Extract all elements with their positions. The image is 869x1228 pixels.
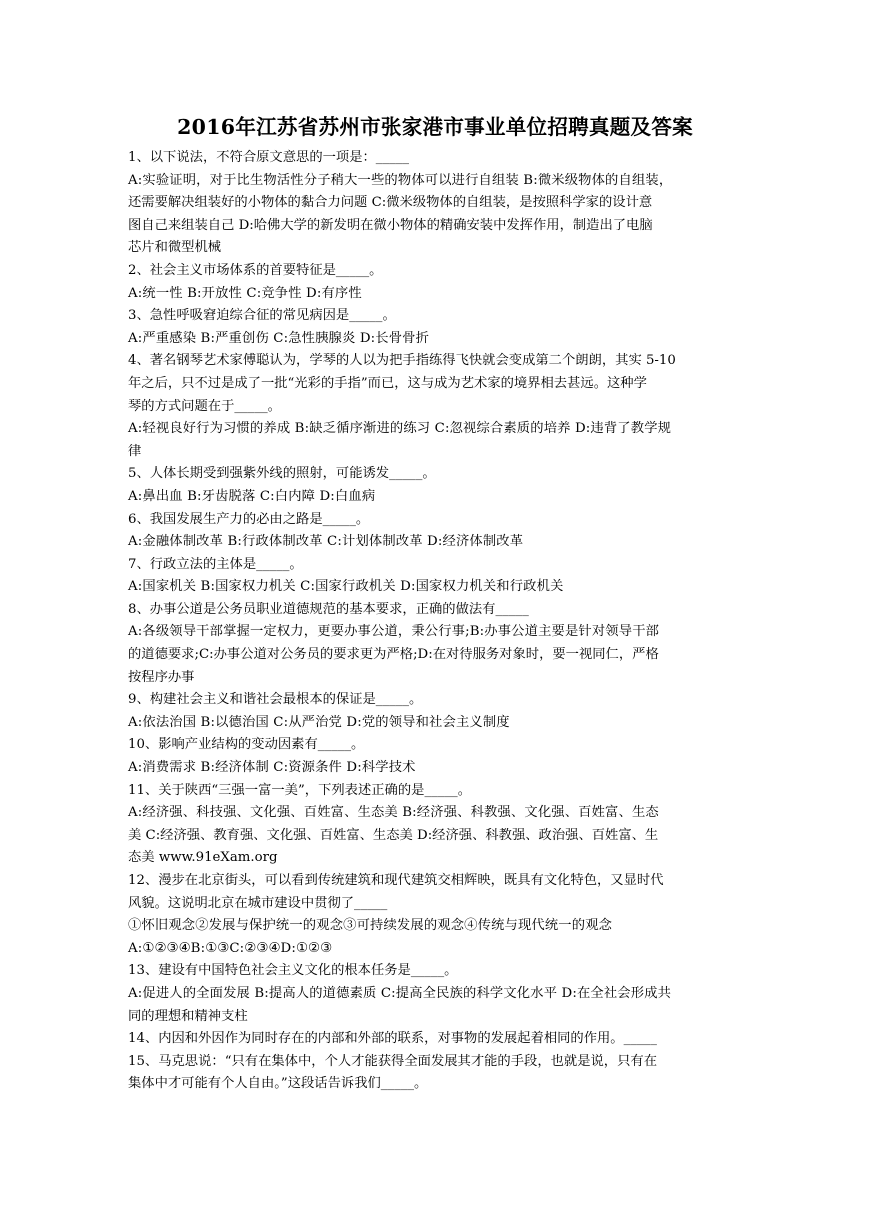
answer-options-line: A:①②③④B:①③C:②③④D:①②③ [128,940,333,956]
answer-options-line: A:经济强、科技强、文化强、百姓富、生态美 B:经济强、科教强、文化强、百姓富、生态 [128,805,659,821]
answer-options-line: A:国家机关 B:国家权力机关 C:国家行政机关 D:国家权力机关和行政机关 [128,579,564,595]
answer-options-line: A:消费需求 B:经济体制 C:资源条件 D:科学技术 [128,760,416,776]
answer-options-line: A:严重感染 B:严重创伤 C:急性胰腺炎 D:长骨骨折 [128,330,430,346]
question-text-line: 8、办事公道是公务员职业道德规范的基本要求，正确的做法有_____ [128,601,529,617]
answer-options-line: A:实验证明，对于比生物活性分子稍大一些的物体可以进行自组装 B:微米级物体的自组装， [128,172,673,188]
document-title: 2016年江苏省苏州市张家港市事业单位招聘真题及答案 [177,115,693,139]
question-text-line: 图自己来组装自己 D:哈佛大学的新发明在微小物体的精确安装中发挥作用，制造出了电脑 [128,217,653,233]
question-text-line: 12、漫步在北京街头，可以看到传统建筑和现代建筑交相辉映，既具有文化特色，又显时代 [128,873,664,888]
question-text-line: 10、影响产业结构的变动因素有_____。 [128,737,365,753]
question-text-line: 风貌。这说明北京在城市建设中贯彻了_____ [128,895,388,911]
question-text-line: 6、我国发展生产力的必由之路是_____。 [128,511,370,527]
question-text-line: 芯片和微型机械 [128,240,222,256]
answer-options-line: A:轻视良好行为习惯的养成 B:缺乏循序渐进的练习 C:忽视综合素质的培养 D:违背了教学规 [128,421,672,437]
question-text-line: 态美 www.91eXam.org [128,850,278,866]
question-text-line: 4、著名钢琴艺术家傅聪认为，学琴的人以为把手指练得飞快就会变成第二个朗朗，其实 5-10 [128,353,676,369]
answer-options-line: A:促进人的全面发展 B:提高人的道德素质 C:提高全民族的科学文化水平 D:在全社会形成共 [128,985,672,1001]
answer-options-line: A:金融体制改革 B:行政体制改革 C:计划体制改革 D:经济体制改革 [128,534,524,550]
question-text-line: 集体中才可能有个人自由。”这段话告诉我们_____。 [128,1076,428,1092]
question-text-line: 律 [128,443,142,459]
question-text-line: 1、以下说法，不符合原文意思的一项是：_____ [128,150,410,165]
question-text-line: 11、关于陕西“三强一富一美”，下列表述正确的是_____。 [128,782,471,798]
document-body [128,147,742,1096]
question-text-line: 5、人体长期受到强紫外线的照射，可能诱发_____。 [128,466,436,482]
question-text-line: 琴的方式问题在于_____。 [128,398,281,414]
question-text-line: 的道德要求;C:办事公道对公务员的要求更为严格;D:在对待服务对象时，要一视同仁，严格 [128,647,659,663]
answer-options-line: A:各级领导干部掌握一定权力，更要办事公道，秉公行事;B:办事公道主要是针对领导干部 [128,624,660,640]
question-text-line: 年之后，只不过是成了一批“光彩的手指”而已，这与成为艺术家的境界相去甚远。这种学 [128,375,647,391]
answer-options-line: ①怀旧观念②发展与保护统一的观念③可持续发展的观念④传统与现代统一的观念 [128,918,613,934]
question-text-line: 9、构建社会主义和谐社会最根本的保证是_____。 [128,692,423,708]
question-text-line: 15、马克思说：“只有在集体中，个人才能获得全面发展其才能的手段，也就是说，只有在 [128,1053,657,1069]
answer-options-line: A:鼻出血 B:牙齿脱落 C:白内障 D:白血病 [128,488,376,504]
question-text-line: 按程序办事 [128,669,195,685]
question-text-line: 还需要解决组装好的小物体的黏合力问题 C:微米级物体的自组装，是按照科学家的设计意 [128,195,653,211]
question-text-line: 同的理想和精神支柱 [128,1008,248,1024]
document-page [128,112,742,1096]
question-text-line: 美 C:经济强、教育强、文化强、百姓富、生态美 D:经济强、科教强、政治强、百姓富、生 [128,827,659,843]
question-text-line: 7、行政立法的主体是_____。 [128,556,303,572]
question-text-line: 2、社会主义市场体系的首要特征是_____。 [128,262,383,278]
answer-options-line: A:依法治国 B:以德治国 C:从严治党 D:党的领导和社会主义制度 [128,714,510,730]
question-text-line: 3、急性呼吸窘迫综合征的常见病因是_____。 [128,308,396,324]
answer-options-line: A:统一性 B:开放性 C:竞争性 D:有序性 [128,285,362,301]
question-text-line: 13、建设有中国特色社会主义文化的根本任务是_____。 [128,963,458,979]
question-text-line: 14、内因和外因作为同时存在的内部和外部的联系，对事物的发展起着相同的作用。_____ [128,1031,657,1047]
